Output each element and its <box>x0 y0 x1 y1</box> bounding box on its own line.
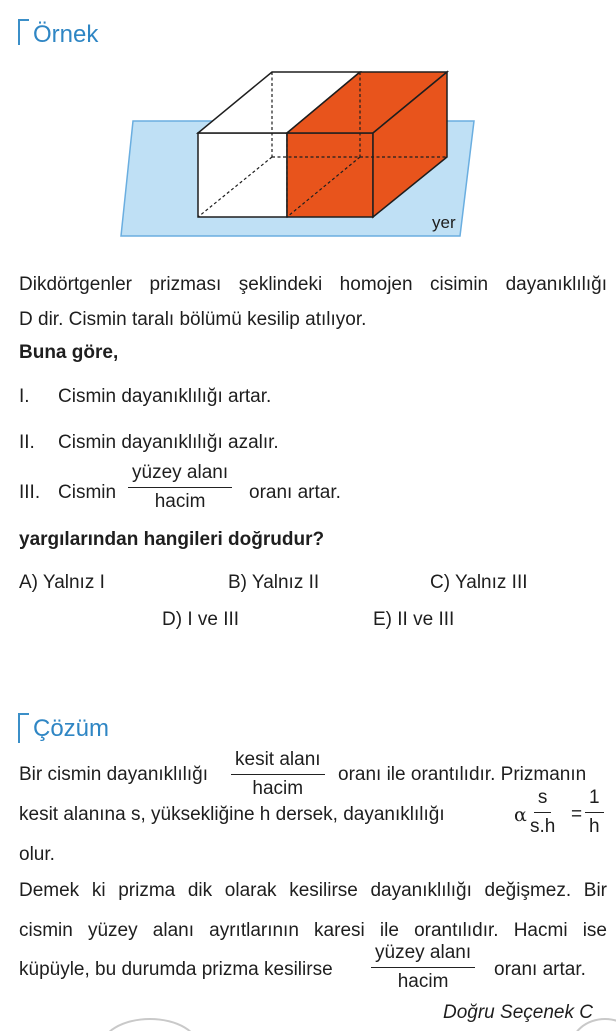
option-e: E) II ve III <box>373 609 455 630</box>
fraction-denominator: hacim <box>154 491 206 512</box>
equals-sign: = <box>571 804 583 825</box>
fraction-numerator: yüzey alanı <box>128 462 232 488</box>
statement-2-text: Cismin dayanıklılığı azalır. <box>58 432 279 453</box>
statement-1-numeral: I. <box>19 386 30 407</box>
option-a: A) Yalnız I <box>19 572 105 593</box>
statement-2-numeral: II. <box>19 432 35 453</box>
statement-3-text-before: Cismin <box>58 482 117 503</box>
decorative-arc <box>100 1018 200 1031</box>
question-text-line-1: Dikdörtgenler prizması şeklindeki homojen cisimin dayanıklılığı <box>19 274 607 295</box>
prism-figure <box>0 0 616 250</box>
prism-front-white <box>198 133 287 217</box>
solution-line-2-fraction-2 <box>585 787 604 838</box>
option-c: C) Yalnız III <box>430 572 528 593</box>
ground-label: yer <box>432 213 456 232</box>
solution-line-3: olur. <box>19 844 55 865</box>
statement-3-numeral: III. <box>19 482 41 503</box>
heading-marker <box>18 713 29 743</box>
example-heading: Örnek <box>33 21 99 48</box>
fraction-numerator: 1 <box>585 787 604 813</box>
proportional-symbol: α <box>514 804 527 826</box>
fraction-numerator: s <box>534 787 552 813</box>
solution-line-6-before: küpüyle, bu durumda prizma kesilirse <box>19 959 333 980</box>
fraction-denominator: s.h <box>530 816 556 837</box>
solution-line-1-before: Bir cismin dayanıklılığı <box>19 764 209 785</box>
correct-answer: Doğru Seçenek C <box>443 1002 593 1023</box>
solution-line-2-text: kesit alanına s, yüksekliğine h dersek, dayanıklılığı <box>19 804 445 825</box>
fraction-denominator: hacim <box>397 971 449 992</box>
solution-line-4: Demek ki prizma dik olarak kesilirse dayanıklılığı değişmez. Bir <box>19 880 607 901</box>
fraction-numerator: kesit alanı <box>231 749 325 775</box>
question-line: yargılarından hangileri doğrudur? <box>19 529 325 550</box>
fraction-denominator: h <box>589 816 600 837</box>
solution-line-5: cismin yüzey alanı ayrıtlarının karesi ile orantılıdır. Hacmi ise <box>19 920 607 941</box>
solution-heading: Çözüm <box>33 715 110 742</box>
statement-3-text-after: oranı artar. <box>249 482 341 503</box>
solution-line-6-after: oranı artar. <box>494 959 586 980</box>
fraction-numerator: yüzey alanı <box>371 942 475 968</box>
statement-1-text: Cismin dayanıklılığı artar. <box>58 386 272 407</box>
solution-line-1-fraction <box>231 749 325 800</box>
option-b: B) Yalnız II <box>228 572 320 593</box>
question-text-line-2: D dir. Cismin taralı bölümü kesilip atılıyor. <box>19 309 367 330</box>
fraction-denominator: hacim <box>252 778 304 799</box>
solution-line-6-fraction <box>371 942 475 993</box>
question-prompt: Buna göre, <box>19 342 119 363</box>
option-d: D) I ve III <box>162 609 240 630</box>
statement-3-fraction <box>128 462 232 513</box>
solution-line-2-fraction-1 <box>530 787 555 838</box>
solution-line-1-after: oranı ile orantılıdır. Prizmanın <box>338 764 587 785</box>
